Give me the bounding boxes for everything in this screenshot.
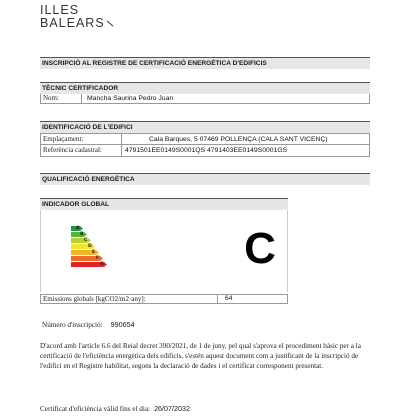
illes-balears-logo — [40, 4, 114, 30]
row-divider — [81, 94, 82, 103]
emissions-value: 64 — [225, 295, 233, 302]
tecnic-name-value: Mancha Saurina Pedro Juan — [87, 95, 174, 102]
row-divider — [121, 134, 122, 144]
building-header: IDENTIFICACIÓ DE L'EDIFICI — [40, 121, 370, 133]
inscription-number — [42, 320, 135, 329]
location-value: Cala Barques, 5 07469 POLLENÇA (CALA SANT VICENÇ) — [149, 136, 328, 143]
cadastral-row — [40, 145, 370, 157]
emissions-row — [40, 294, 288, 304]
legal-paragraph: D'acord amb l'article 6.6 del Reial decret 390/2021, de 1 de juny, pel qual s'aprova el procediment bàsic per a la certificació de l'eficiència energètica dels edificis, s'estén aquest document com a justificant de la inscripció de l'edifici en el Registre habilitat, segons la declaració de dades i el certificat corresponent presentat. — [40, 342, 361, 370]
location-label: Emplaçament: — [43, 135, 84, 143]
qualification-header: QUALIFICACIÓ ENERGÈTICA — [40, 173, 370, 185]
energy-bar-letter: D — [88, 244, 92, 249]
inscription-value: 990654 — [110, 320, 135, 329]
indicator-header: INDICADOR GLOBAL — [40, 198, 288, 210]
tecnic-name-row — [40, 94, 370, 104]
validity-line — [40, 404, 190, 413]
energy-bar-letter: F — [96, 256, 100, 261]
validity-label: Certificat d'eficiència vàlid fins el dia: — [40, 405, 151, 413]
row-divider — [121, 145, 122, 156]
tecnic-header: TÈCNIC CERTIFICADOR — [40, 82, 370, 94]
document-title: INSCRIPCIÓ AL REGISTRE DE CERTIFICACIÓ ENERGÈTICA D'EDIFICIS — [40, 57, 370, 69]
energy-bar-letter: C — [84, 238, 88, 243]
energy-bar-c — [71, 238, 91, 243]
cadastral-label: Referència cadastral: — [43, 146, 102, 154]
tecnic-name-label: Nom: — [43, 94, 59, 102]
inscription-label: Número d'inscripció: — [42, 321, 103, 329]
logo-line-2-text: BALEARS — [40, 16, 105, 30]
cadastral-value: 4791501EE0149S0001QS 4791403EE0149S0001GS — [125, 147, 288, 154]
energy-rating: C — [244, 224, 276, 273]
energy-bar-b — [71, 232, 87, 237]
logo-slash-icon — [106, 21, 113, 27]
energy-bar-letter: G — [100, 262, 104, 267]
emissions-label: Emissions globals [kgCO2/m2·any]: — [43, 295, 146, 303]
location-row — [40, 133, 370, 145]
row-divider — [217, 295, 218, 303]
logo-line-2 — [40, 17, 114, 30]
energy-bar-letter: A — [76, 226, 80, 231]
validity-value: 26/07/2032 — [154, 404, 191, 413]
energy-bar-letter: E — [92, 250, 96, 255]
logo-line-1: ILLES — [40, 3, 80, 17]
energy-bar-letter: B — [80, 232, 84, 237]
